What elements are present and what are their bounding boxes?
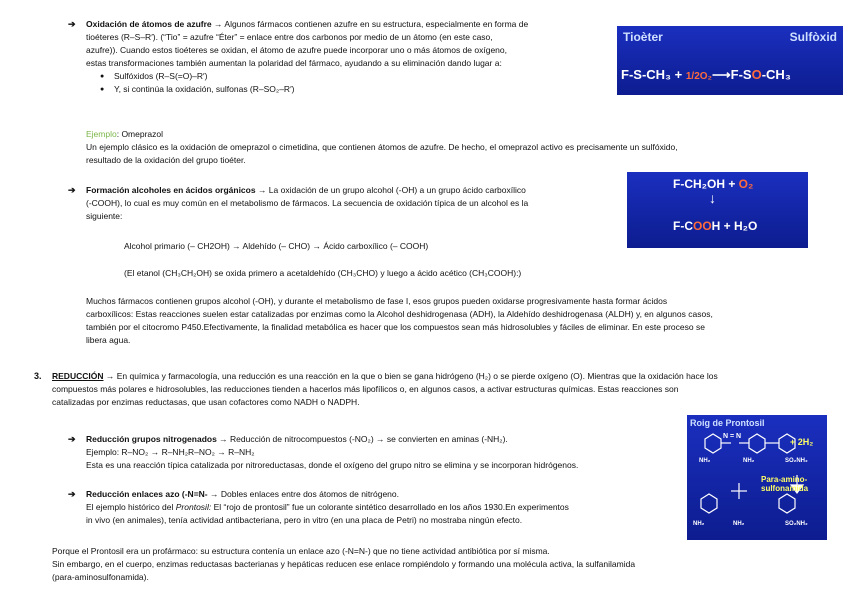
text-line: siguiente: [86,211,123,221]
heading-alcoholes: Formación alcoholes en ácidos orgánicos [86,185,256,195]
bullet-arrow: ➔ [68,434,76,444]
heading-nitro: Reducción grupos nitrogenados [86,434,217,444]
section-nitro [86,433,686,472]
text-line: compuestos más polares e hidrosolubles, las reducciones tienden a hacerlos más lipofílicos o, en algunos casos, a activar estructuras químicas. Estas reacciones son [52,384,679,394]
text-line: Esta es una reacción típica catalizada por nitroreductasas, donde el oxígeno del grupo nitro se elimina y se incorporan hidrógenos. [86,460,579,470]
heading-azo: Reducción enlaces azo (-N=N- [86,489,208,499]
section-alcoholes [86,184,616,223]
alcohol-paragraph [86,295,826,347]
text-line: azufre)). Cuando estos tioéteres se oxidan, el átomo de azufre puede incorporar uno o más átomos de oxígeno, [86,45,507,55]
text-line: → Reducción de nitrocompuestos (-NO₂) → se convierten en aminas (-NH₂). [216,434,508,444]
text-line: Porque el Prontosil era un profármaco: su estructura contenía un enlace azo (-N=N-) que no tiene actividad antibiótica por sí misma. [52,546,550,556]
etanol-example: (El etanol (CH₃CH₂OH) se oxida primero a acetaldehído (CH₃CHO) y luego a ácido acético (CH₃COOH):) [124,268,522,278]
bullet-arrow: ➔ [68,19,76,29]
sulfonamide-label: SO₂NH₂ [785,521,808,527]
acid-formula: F-COOH + H₂O [673,219,758,233]
amine-label: NH₂ [693,521,705,527]
heading-reduccion: REDUCCIÓN [52,371,104,381]
text-line: : Omeprazol [116,129,164,139]
sulfoxid-reaction-image [617,26,843,95]
text-line: Muchos fármacos contienen grupos alcohol (-OH), y durante el metabolismo de fase I, esos grupos pueden oxidarse progresivamente hasta formar ácidos [86,296,668,306]
text-line: tioéteres (R–S–R′). (“Tio” = azufre “Éter” = enlace entre dos carbonos por medio de un átomo (en este caso, [86,32,493,42]
hydrogen-label: + 2H₂ [790,437,814,447]
amine-label: NH₂ [743,458,755,464]
closing-paragraph [52,545,812,584]
bullet-arrow: ➔ [68,185,76,195]
text-line: resultado de la oxidación del grupo tioéter. [86,155,246,165]
reaction-formula: F-S-CH₃ + 1/2O₂⟶F-SO-CH₃ [621,67,791,82]
text-line: → Algunos fármacos contienen azufre en su estructura, especialmente en forma de [211,19,529,29]
section-azo: Reducción enlaces azo (-N=N- → Dobles enlaces entre dos átomos de nitrógeno. El ejemplo histórico del Prontosil: El “rojo de prontosil” fue un colorante sintético desarrollado en los años 1930.En experimentos in vivo (en animales), tenía actividad antibacteriana, pero in vitro (en una placa de Petri) no mostraba ningún efecto. [86,488,686,527]
amine-label: NH₂ [733,521,745,527]
prontosil-reaction-image [687,415,827,540]
section-number: 3. [34,371,42,381]
text-line: carboxílicos: Estas reacciones suelen estar catalizadas por enzimas como la Alcohol deshidrogenasa (ADH), la Aldehído deshidrogenasa (ALDH) y, en algunos casos, [86,309,713,319]
text-line: (-COOH), lo cual es muy común en el metabolismo de fármacos. La secuencia de oxidación típica de un alcohol es la [86,198,529,208]
image-title-right: Sulfòxid [789,30,837,44]
text-line: también por el citocromo P450.Efectivamente, la finalidad metabólica es hacer que los compuestos sean más hidrosolubles y fáciles de eliminar. En este proceso se [86,322,705,332]
list-item: ● Sulfóxidos (R–S(=O)–R′) [100,70,611,83]
text-line: in vivo (en animales), tenía actividad antibacteriana, pero in vitro (en una placa de Petri) no mostraba ningún efecto. [86,515,523,525]
text-line: catalizadas por enzimas reductasas, que usan cofactores como NADH o NADPH. [52,397,360,407]
text-line: → Dobles enlaces entre dos átomos de nitrógeno. [207,489,400,499]
text-line: → En química y farmacología, una reducción es una reacción en la que o bien se gana hidrógeno (H₂) o se pierde oxígeno (O). Mientras que la oxidación hace los [103,371,718,381]
section-azufre [86,18,611,96]
azo-label: N = N [723,433,742,440]
list-item: ● Y, si continúa la oxidación, sulfonas (R–SO₂–R′) [100,83,611,96]
product-label: Para-amino- sulfonamida [761,475,809,493]
text-line: libera agua. [86,335,131,345]
arrow-down-icon: ↓ [709,190,716,206]
text-line: Un ejemplo clásico es la oxidación de omeprazol o cimetidina, que contienen átomos de azufre. De hecho, el omeprazol activo es precisamente un sulfóxido, [86,142,678,152]
amine-label: NH₂ [699,458,711,464]
oxidation-sequence: Alcohol primario (– CH2OH) → Aldehído (– CHO) → Ácido carboxílico (– COOH) [124,241,429,251]
alcohol-formula: F-CH₂OH + O₂ [673,177,754,191]
image-title: Roig de Prontosil [690,418,765,428]
ejemplo-block [86,128,806,167]
heading-azufre: Oxidación de átomos de azufre [86,19,212,29]
text-line: estas transformaciones también aumentan la polaridad del fármaco, ayudando a su eliminación dando lugar a: [86,58,502,68]
sulfonamide-label: SO₂NH₂ [785,458,808,464]
alcohol-oxidation-image [627,172,808,248]
bullet-list [100,70,611,96]
text-line: → La oxidación de un grupo alcohol (-OH) a un grupo ácido carboxílico [255,185,526,195]
image-title-left: Tioèter [623,30,663,44]
text-line: (para-aminosulfonamida). [52,572,149,582]
section-reduccion [52,370,842,409]
text-line: Sin embargo, en el cuerpo, enzimas reductasas bacterianas y hepáticas reducen ese enlace rompiéndolo y formando una molécula activa, la sulfanilamida [52,559,636,569]
bullet-arrow: ➔ [68,489,76,499]
ejemplo-label: Ejemplo [86,129,117,139]
text-line: Ejemplo: R–NO₂ → R–NH₂R–NO₂ → R–NH₂ [86,447,255,457]
